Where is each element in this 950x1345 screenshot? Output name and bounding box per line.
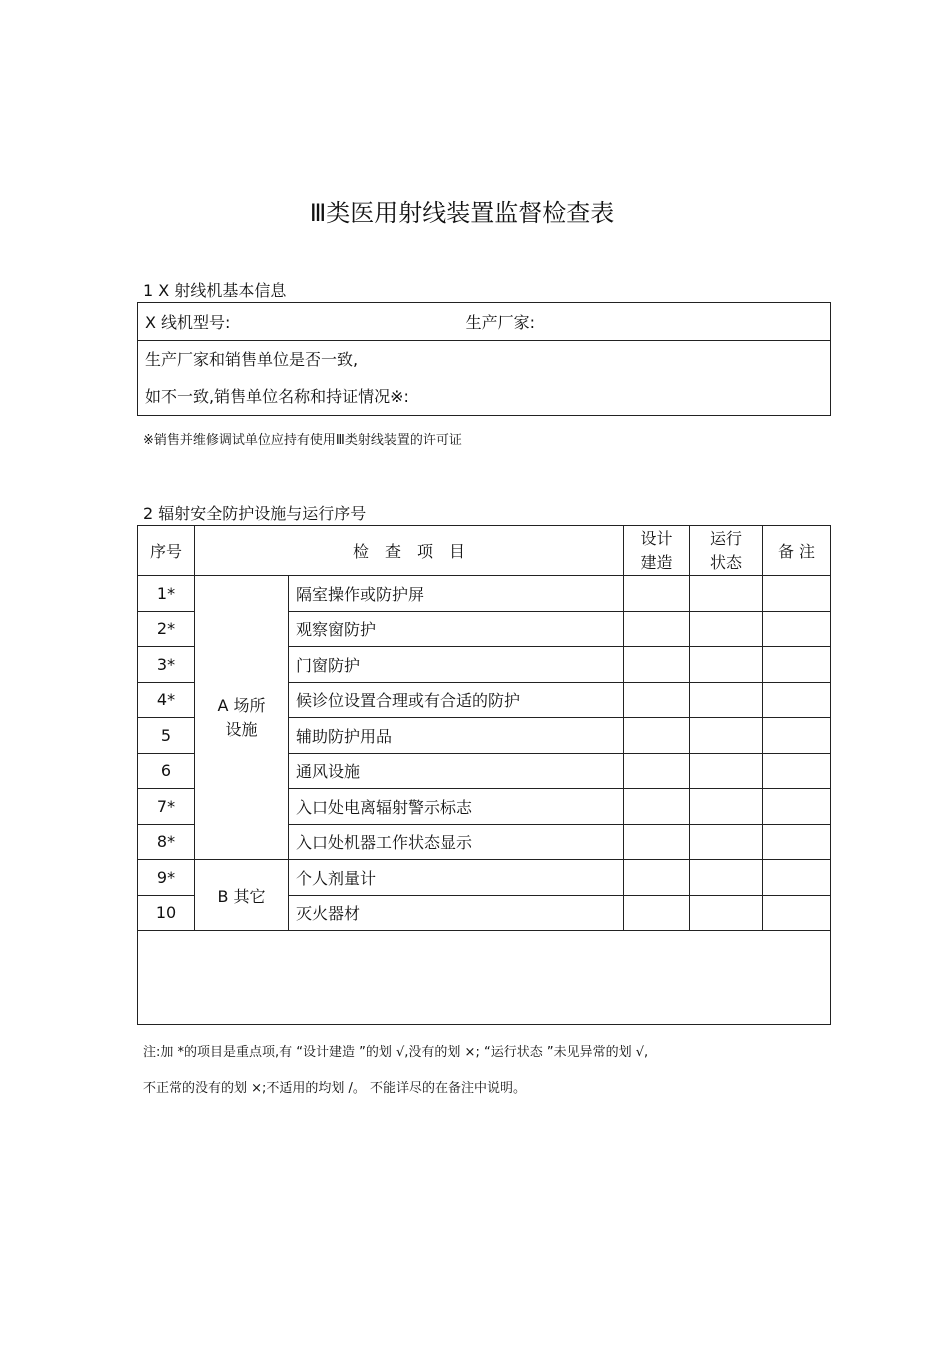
design-cell[interactable] xyxy=(624,824,690,860)
table-row: 2* 观察窗防护 xyxy=(138,611,831,647)
remark-cell[interactable] xyxy=(763,753,831,789)
status-cell[interactable] xyxy=(690,611,763,647)
table-row: 3* 门窗防护 xyxy=(138,647,831,683)
page-title: Ⅲ类医用射线装置监督检查表 xyxy=(309,199,615,227)
model-label: X 线机型号: xyxy=(145,313,231,332)
header-seq: 序号 xyxy=(138,526,195,576)
status-cell[interactable] xyxy=(690,753,763,789)
seller-label: 如不一致,销售单位名称和持证情况※: xyxy=(145,387,409,406)
design-cell[interactable] xyxy=(624,682,690,718)
footer-note-line-2: 不正常的没有的划 ×;不适用的均划 /。 不能详尽的在备注中说明。 xyxy=(143,1081,527,1096)
header-item: 检 查 项 目 xyxy=(195,526,624,576)
header-remark: 备 注 xyxy=(763,526,831,576)
remark-cell[interactable] xyxy=(763,718,831,754)
table-row: 1* A 场所 设施 隔室操作或防护屏 xyxy=(138,576,831,612)
group-a-label: A 场所 设施 xyxy=(195,576,289,860)
table-row: 9* B 其它 个人剂量计 xyxy=(138,860,831,896)
notes-area[interactable] xyxy=(138,931,831,1025)
basic-info-table xyxy=(137,302,831,416)
table-row: 7* 入口处电离辐射警示标志 xyxy=(138,789,831,825)
remark-cell[interactable] xyxy=(763,824,831,860)
header-row xyxy=(138,526,831,576)
status-cell[interactable] xyxy=(690,682,763,718)
table-row: 8* 入口处机器工作状态显示 xyxy=(138,824,831,860)
status-cell[interactable] xyxy=(690,647,763,683)
manufacturer-label: 生产厂家: xyxy=(465,313,536,332)
remark-cell[interactable] xyxy=(763,611,831,647)
header-design: 设计 建造 xyxy=(624,526,690,576)
status-cell[interactable] xyxy=(690,860,763,896)
design-cell[interactable] xyxy=(624,576,690,612)
section-1-heading: 1 X 射线机基本信息 xyxy=(143,281,287,300)
remark-cell[interactable] xyxy=(763,647,831,683)
design-cell[interactable] xyxy=(624,753,690,789)
inspection-table xyxy=(137,525,831,1025)
info-row-model xyxy=(138,303,831,341)
table-row: 4* 候诊位设置合理或有合适的防护 xyxy=(138,682,831,718)
header-status: 运行 状态 xyxy=(690,526,763,576)
status-cell[interactable] xyxy=(690,895,763,931)
blank-notes-row xyxy=(138,931,831,1025)
table-row: 10 灭火器材 xyxy=(138,895,831,931)
status-cell[interactable] xyxy=(690,789,763,825)
design-cell[interactable] xyxy=(624,647,690,683)
remark-cell[interactable] xyxy=(763,860,831,896)
group-b-label: B 其它 xyxy=(195,860,289,931)
design-cell[interactable] xyxy=(624,860,690,896)
status-cell[interactable] xyxy=(690,718,763,754)
design-cell[interactable] xyxy=(624,611,690,647)
remark-cell[interactable] xyxy=(763,789,831,825)
consistency-label: 生产厂家和销售单位是否一致, xyxy=(145,350,359,369)
remark-cell[interactable] xyxy=(763,895,831,931)
design-cell[interactable] xyxy=(624,718,690,754)
design-cell[interactable] xyxy=(624,895,690,931)
design-cell[interactable] xyxy=(624,789,690,825)
status-cell[interactable] xyxy=(690,576,763,612)
table-row: 6 通风设施 xyxy=(138,753,831,789)
remark-cell[interactable] xyxy=(763,576,831,612)
info-row-seller xyxy=(138,341,831,416)
license-note: ※销售并维修调试单位应持有使用Ⅲ类射线装置的许可证 xyxy=(143,433,462,448)
remark-cell[interactable] xyxy=(763,682,831,718)
section-2-heading: 2 辐射安全防护设施与运行序号 xyxy=(143,504,367,523)
status-cell[interactable] xyxy=(690,824,763,860)
table-row: 5 辅助防护用品 xyxy=(138,718,831,754)
footer-note-line-1: 注:加 *的项目是重点项,有 “设计建造 ”的划 √,没有的划 ×; “运行状态 ”未见异常的划 √, xyxy=(143,1045,649,1060)
